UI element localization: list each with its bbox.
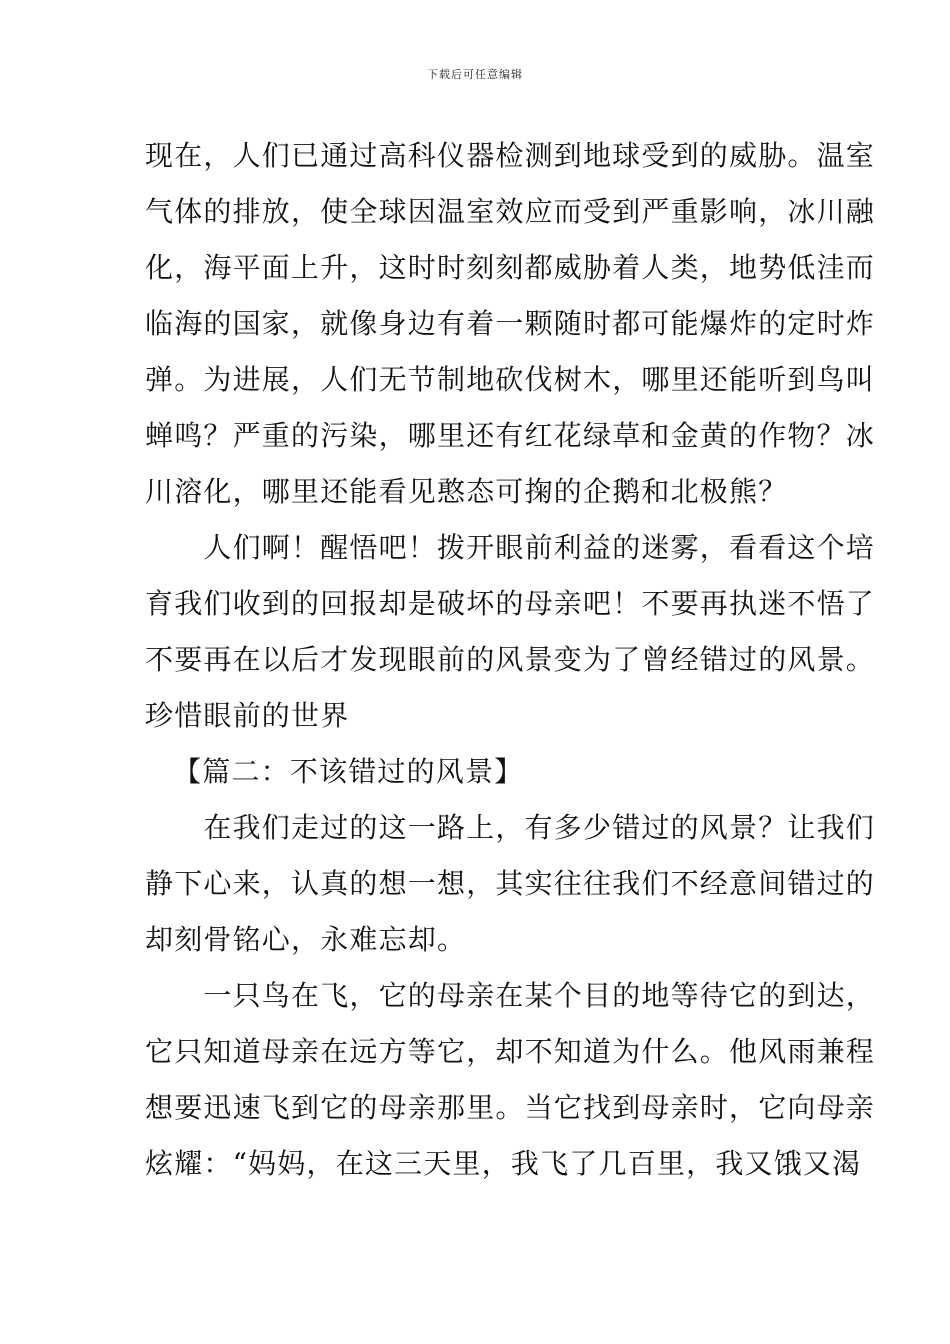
section-heading: 【篇二：不该错过的风景】: [173, 755, 524, 788]
text-line: 不要再在以后才发现眼前的风景变为了曾经错过的风景。: [145, 643, 876, 676]
document-body: [145, 128, 876, 1192]
text-line: 川溶化，哪里还能看见憨态可掬的企鹅和北极熊？: [145, 475, 788, 508]
text-line: 想要迅速飞到它的母亲那里。当它找到母亲时，它向母亲: [145, 1091, 876, 1124]
page-header: 下载后可任意编辑: [427, 68, 523, 81]
text-line: 人们啊！醒悟吧！拨开眼前利益的迷雾，看看这个培: [145, 531, 876, 564]
text-line: 静下心来，认真的想一想，其实往往我们不经意间错过的: [145, 867, 876, 900]
text-line: 弹。为进展，人们无节制地砍伐树木，哪里还能听到鸟叫: [145, 363, 876, 396]
text-line: 炫耀：“妈妈，在这三天里，我飞了几百里，我又饿又渴: [145, 1147, 862, 1180]
text-line: 蝉鸣？严重的污染，哪里还有红花绿草和金黄的作物？冰: [145, 419, 876, 452]
text-line: 育我们收到的回报却是破坏的母亲吧！不要再执迷不悟了: [145, 587, 876, 620]
text-line: 一只鸟在飞，它的母亲在某个目的地等待它的到达，: [145, 979, 876, 1012]
text-line: 临海的国家，就像身边有着一颗随时都可能爆炸的定时炸: [145, 307, 876, 340]
text-line: 却刻骨铭心，永难忘却。: [145, 923, 467, 956]
text-line: 现在，人们已通过高科仪器检测到地球受到的威胁。温室: [145, 139, 876, 172]
text-line: 气体的排放，使全球因温室效应而受到严重影响，冰川融: [145, 195, 876, 228]
text-line: 珍惜眼前的世界: [145, 699, 350, 732]
text-line: 它只知道母亲在远方等它，却不知道为什么。他风雨兼程: [145, 1035, 876, 1068]
text-line: 在我们走过的这一路上，有多少错过的风景？让我们: [145, 811, 876, 844]
text-line: 化，海平面上升，这时时刻刻都威胁着人类，地势低洼而: [145, 251, 876, 284]
